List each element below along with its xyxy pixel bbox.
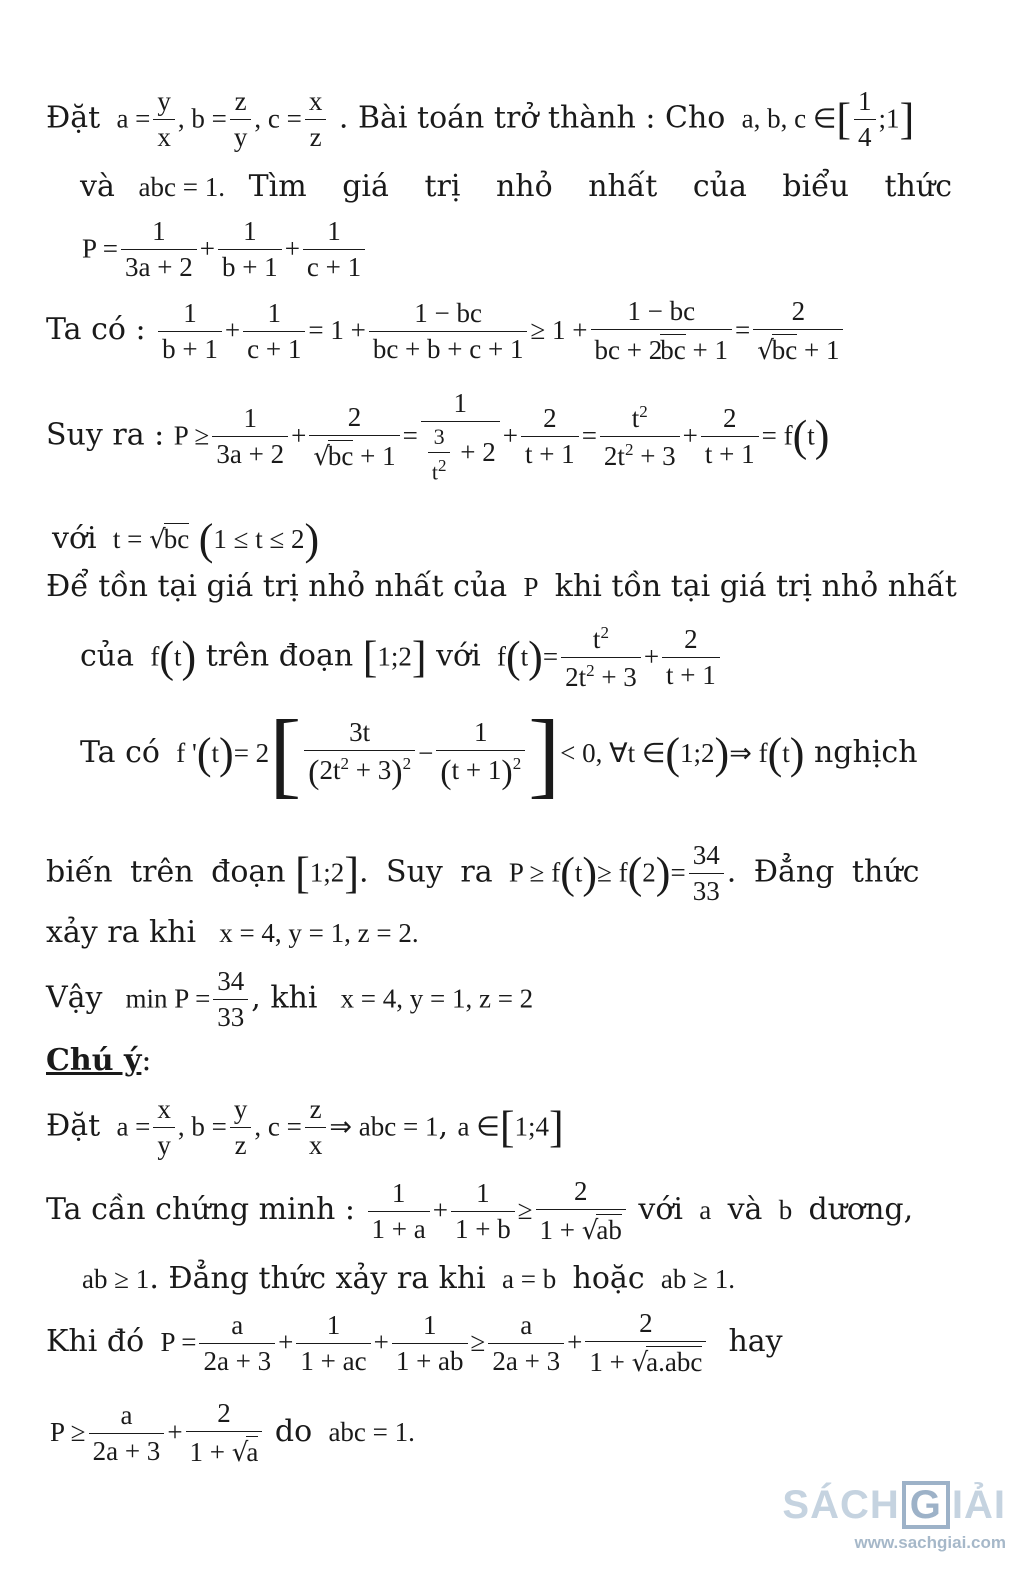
line-11: xảy ra khi x = 4, y = 1, z = 2. [46, 915, 419, 950]
sachgiai-logo [782, 1481, 1006, 1553]
line-9: Ta có f '(t)= 2[ $\frac{3t}{(2t^2 + 3)^2}$ − $\frac{1}{(t + 1)^2}$ ]< 0, ∀t ∈(1;2)⇒ f(t) nghịch [80, 700, 918, 807]
text-xay-ra-khi: xảy ra khi [46, 915, 197, 950]
text-tim: Tìm giá trị nhỏ nhất của biểu thức [248, 169, 952, 204]
text-chu-y: Chú ý [46, 1043, 142, 1078]
logo-brand-right: IẢI [951, 1483, 1006, 1527]
line-10: biến trên đoạn [1;2]. Suy ra P ≥ f(t)≥ f(2)= $\frac{34}{33}$ . Đẳng thức [46, 840, 920, 906]
text-dang-thuc-2: . Đẳng thức xảy ra khi [149, 1261, 486, 1296]
logo-brand-left: SÁCH [782, 1483, 900, 1527]
line-16: ab ≥ 1. Đẳng thức xảy ra khi a = b hoặc ab ≥ 1. [82, 1261, 735, 1296]
text-khi: , khi [251, 980, 318, 1016]
text-do: do [274, 1414, 313, 1449]
text-bai-toan: . Bài toán trở thành : Cho [338, 100, 726, 136]
line-18: P ≥ $\frac{a}{2a + 3}$ + $\frac{2}{1 + √a}$ do abc = 1. [50, 1398, 415, 1468]
text-suy-ra-2: . Suy ra [358, 854, 493, 890]
logo-brand-g: G [902, 1481, 950, 1529]
text-de-ton-tai: Để tồn tại giá trị nhỏ nhất của [46, 569, 508, 604]
text-suy-ra: Suy ra : [46, 417, 165, 453]
text-hoac: hoặc [572, 1261, 645, 1296]
text-voi: với [52, 521, 97, 556]
line-14: Đặt a = $\frac{x}{y}$ , b = $\frac{y}{z}$ , c = $\frac{z}{x}$ ⇒ abc = 1, a ∈[1;4] [46, 1094, 564, 1160]
text-nghich: nghịch [813, 735, 918, 770]
text-tren-doan: trên đoạn [205, 638, 354, 674]
text-voi-3: với [638, 1192, 683, 1227]
line-6: với t = √bc (1 ≤ t ≤ 2) [52, 515, 320, 564]
text-cua: của [80, 638, 135, 674]
line-3-formula-P: P = $\frac{1}{3a + 2}$ + $\frac{1}{b + 1}$ + $\frac{1}{c + 1}$ [82, 218, 368, 281]
line-4: Ta có : $\frac{1}{b + 1}$ + $\frac{1}{c + 1}$ = 1 + $\frac{1 - bc}{bc + b + c + 1}$ ≥ 1 + $\frac{1 - bc}{bc + 2bc + 1}$ = $\frac{2}{√bc + 1}$ [46, 298, 846, 364]
line-13 [46, 1043, 152, 1078]
text-vay: Vậy [46, 980, 103, 1016]
text-hay: hay [728, 1324, 783, 1359]
text-dat: Đặt [46, 100, 101, 136]
line-1: Đặt a = $\frac{y}{x}$ , b = $\frac{z}{y}$ , c = $\frac{x}{z}$ . Bài toán trở thành : Cho a, b, c ∈[ $\frac{1}{4}$ ;1] [46, 86, 915, 152]
line-5: Suy ra : P ≥ $\frac{1}{3a + 2}$ + $\frac{2}{√bc + 1}$ = 1 $\frac{3}{t^2}$ + 2 + $\frac{2}{t + 1}$ = $\frac{t^2}{2t^2 + 3}$ + $\frac{2}{t + 1}$ = f(t) [46, 388, 830, 485]
text-ta-co-2: Ta có [80, 735, 160, 770]
text-khi-ton-tai: khi tồn tại giá trị nhỏ nhất [554, 569, 957, 604]
line-15: Ta cần chứng minh : $\frac{1}{1 + a}$ + $\frac{1}{1 + b}$ ≥ $\frac{2}{1 + √ab}$ với a và b dương, [46, 1176, 914, 1246]
line-7: Để tồn tại giá trị nhỏ nhất của P khi tồn tại giá trị nhỏ nhất [46, 569, 957, 604]
line-12: Vậy min P = $\frac{34}{33}$ , khi x = 4, y = 1, z = 2 [46, 966, 534, 1032]
text-bien-tren-doan: biến trên đoạn [46, 854, 286, 890]
logo-brand [782, 1481, 1006, 1529]
text-khi-do: Khi đó [46, 1324, 145, 1359]
text-voi-2: với [436, 638, 481, 674]
text-ta-can: Ta cần chứng minh : [46, 1192, 355, 1227]
line-8: của f(t) trên đoạn [1;2] với f(t)= $\frac{t^2}{2t^2 + 3}$ + $\frac{2}{t + 1}$ [80, 624, 723, 691]
line-17: Khi đó P = $\frac{a}{2a + 3}$ + $\frac{1}{1 + ac}$ + $\frac{1}{1 + ab}$ ≥ $\frac{a}{2a + 3}$ + $\frac{2}{\text{1 + √a.abc}}$ hay [46, 1308, 783, 1378]
line-2: và abc = 1. Tìm giá trị nhỏ nhất của biểu thức [80, 169, 952, 204]
text-va: và [80, 169, 115, 204]
text-dat-2: Đặt [46, 1108, 101, 1144]
text-colon: : [141, 1043, 152, 1078]
logo-url: www.sachgiai.com [854, 1533, 1006, 1552]
text-va-2: và [727, 1192, 763, 1227]
text-duong: dương, [808, 1192, 914, 1227]
text-ta-co: Ta có : [46, 312, 146, 347]
text-dang-thuc: . Đẳng thức [726, 854, 920, 890]
